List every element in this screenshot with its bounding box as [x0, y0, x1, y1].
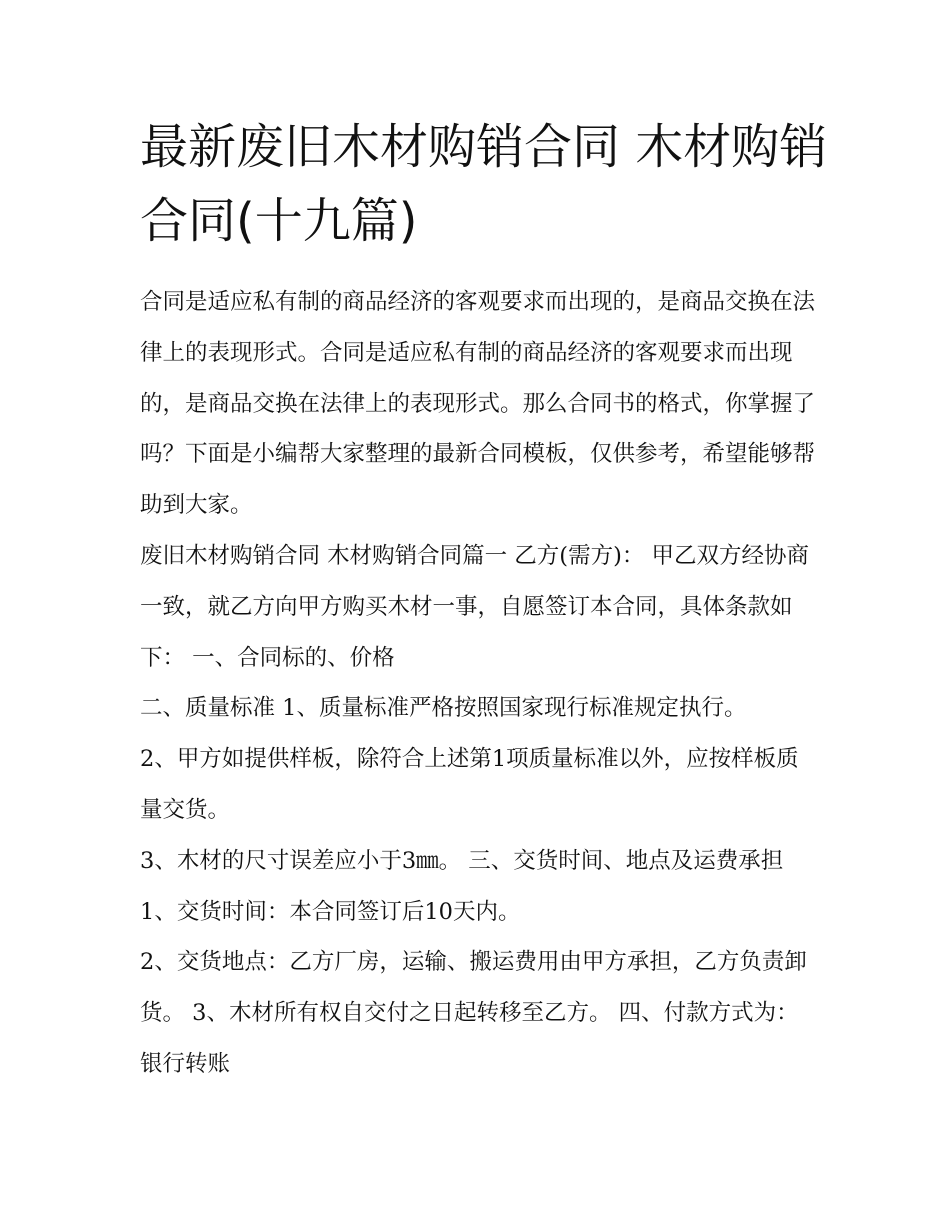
paragraph-intro: 合同是适应私有制的商品经济的客观要求而出现的，是商品交换在法律上的表现形式。合同是适应私有制的商品经济的客观要求而出现的，是商品交换在法律上的表现形式。那么合同书的格式，你掌握了吗？下面是小编帮大家整理的最新合同模板，仅供参考，希望能够帮助到大家。 — [140, 289, 816, 519]
paragraph-delivery-location-payment: 2、交货地点：乙方厂房，运输、搬运费用由甲方承担，乙方负责卸货。 3、木材所有权自交付之日起转移至乙方。 四、付款方式为：银行转账 — [140, 949, 807, 1077]
paragraph-size-tolerance-delivery-time: 3、木材的尺寸误差应小于3㎜。 三、交货时间、地点及运费承担 1、交货时间：本合同签订后10天内。 — [140, 847, 784, 925]
paragraph-contract-opening: 废旧木材购销合同 木材购销合同篇一 乙方(需方)： 甲乙双方经协商一致，就乙方向甲方购买木材一事，自愿签订本合同，具体条款如下： 一、合同标的、价格 — [140, 542, 810, 671]
document-body — [140, 277, 815, 1090]
document-title: 最新废旧木材购销合同 木材购销合同(十九篇) — [140, 119, 828, 249]
paragraph-sample-quality: 2、甲方如提供样板，除符合上述第1项质量标准以外，应按样板质量交货。 — [140, 746, 799, 823]
paragraph-quality-standard: 二、质量标准 1、质量标准严格按照国家现行标准规定执行。 — [140, 695, 747, 722]
